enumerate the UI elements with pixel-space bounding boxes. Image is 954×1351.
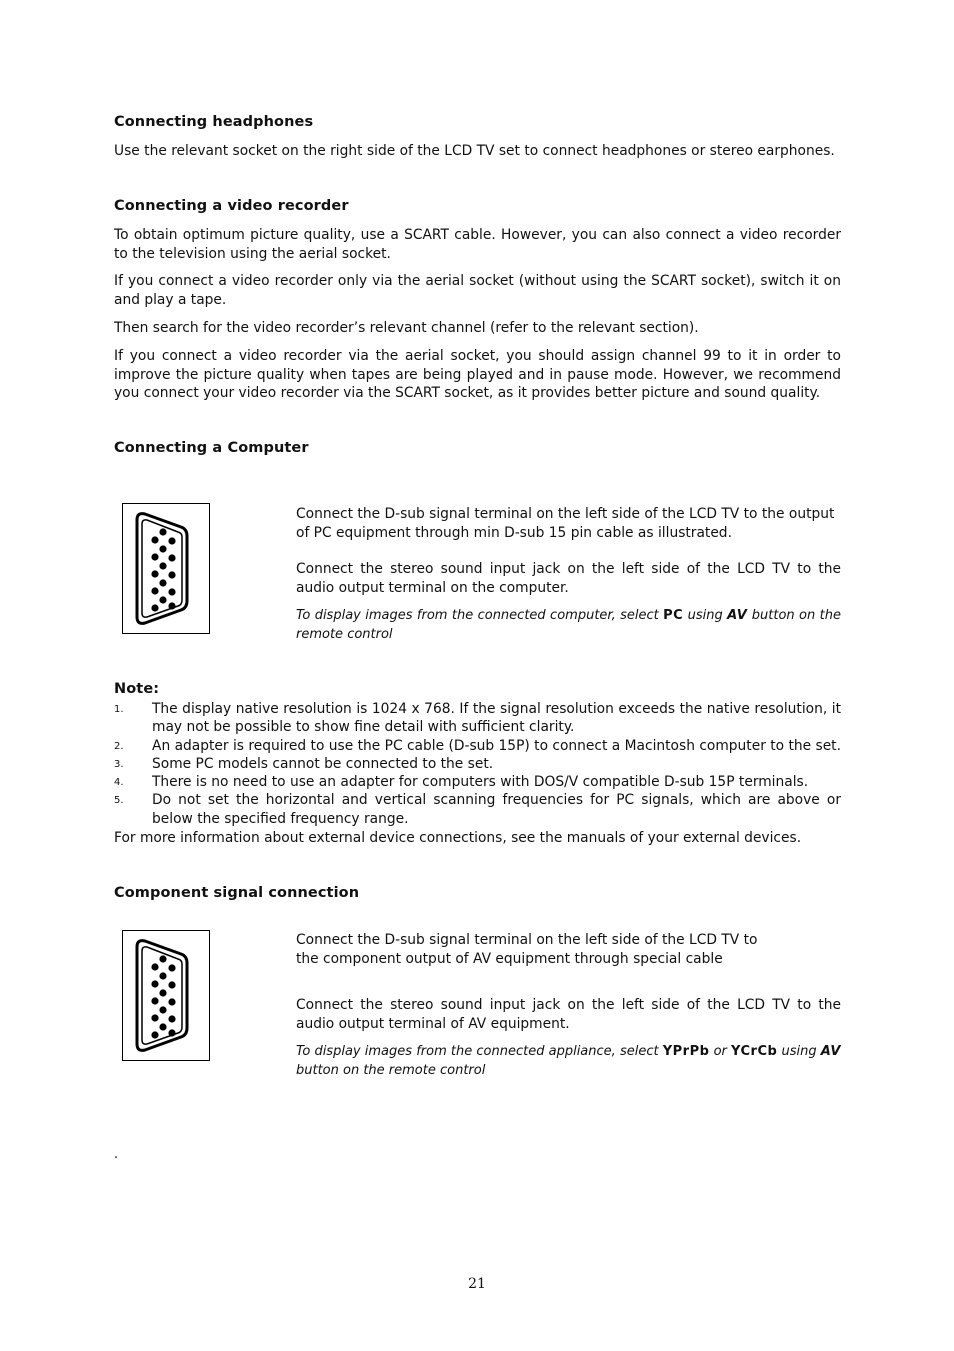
vga-connector-icon (122, 930, 210, 1061)
heading-headphones: Connecting headphones (114, 114, 314, 130)
av-label: AV (820, 1044, 841, 1059)
video-recorder-p2: If you connect a video recorder only via the aerial socket (without using the SCART socket), switch it on and play a tape. (114, 273, 841, 308)
component-p1: Connect the D-sub signal terminal on the left side of the LCD TV to the component output of AV equipment through special cable (296, 932, 758, 967)
list-item: 3. Some PC models cannot be connected to the set. (114, 755, 494, 772)
video-recorder-p3: Then search for the video recorder’s relevant channel (refer to the relevant section). (114, 320, 699, 336)
headphones-text: Use the relevant socket on the right side of the LCD TV set to connect headphones or stereo earphones. (114, 143, 835, 159)
heading-computer: Connecting a Computer (114, 440, 309, 456)
list-item: 4. There is no need to use an adapter for computers with DOS/V compatible D-sub 15P terminals. (114, 774, 809, 791)
pc-label: PC (663, 608, 684, 623)
component-tip: To display images from the connected appliance, select YPrPb or YCrCb using AV button on the remote control (296, 1044, 841, 1078)
computer-p1: Connect the D-sub signal terminal on the left side of the LCD TV to the output of PC equipment through min D-sub 15 pin cable as illustrated. (296, 506, 835, 541)
list-item: 2. An adapter is required to use the PC cable (D-sub 15P) to connect a Macintosh computer to the set. (114, 737, 841, 754)
video-recorder-p1: To obtain optimum picture quality, use a SCART cable. However, you can also connect a video recorder to the television using the aerial socket. (114, 227, 841, 262)
page-number: 21 (468, 1276, 486, 1292)
heading-note: Note: (114, 681, 160, 697)
note-list (114, 700, 841, 828)
note-footer: For more information about external device connections, see the manuals of your external devices. (114, 830, 802, 846)
component-p2: Connect the stereo sound input jack on the left side of the LCD TV to the audio output terminal of AV equipment. (296, 997, 841, 1032)
stray-mark: . (114, 1147, 119, 1162)
ycrcb-label: YCrCb (731, 1044, 778, 1059)
heading-video-recorder: Connecting a video recorder (114, 198, 349, 214)
vga-connector-icon (122, 503, 210, 634)
list-item: 5. Do not set the horizontal and vertical scanning frequencies for PC signals, which are above or below the specified frequency range. (114, 792, 841, 827)
computer-p2: Connect the stereo sound input jack on the left side of the LCD TV to the audio output terminal on the computer. (296, 561, 841, 596)
av-label: AV (727, 608, 748, 623)
video-recorder-p4: If you connect a video recorder via the aerial socket, you should assign channel 99 to it in order to improve the picture quality when tapes are being played and in pause mode. However, we recommend you connect your video recorder via the SCART socket, as it provides better picture and sound quality. (114, 348, 841, 401)
heading-component: Component signal connection (114, 885, 360, 901)
computer-tip: To display images from the connected computer, select PC using AV button on the remote control (296, 608, 841, 642)
list-item: 1. The display native resolution is 1024 x 768. If the signal resolution exceeds the native resolution, it may not be possible to show fine detail with sufficient clarity. (114, 701, 841, 736)
yprpb-label: YPrPb (662, 1044, 710, 1059)
